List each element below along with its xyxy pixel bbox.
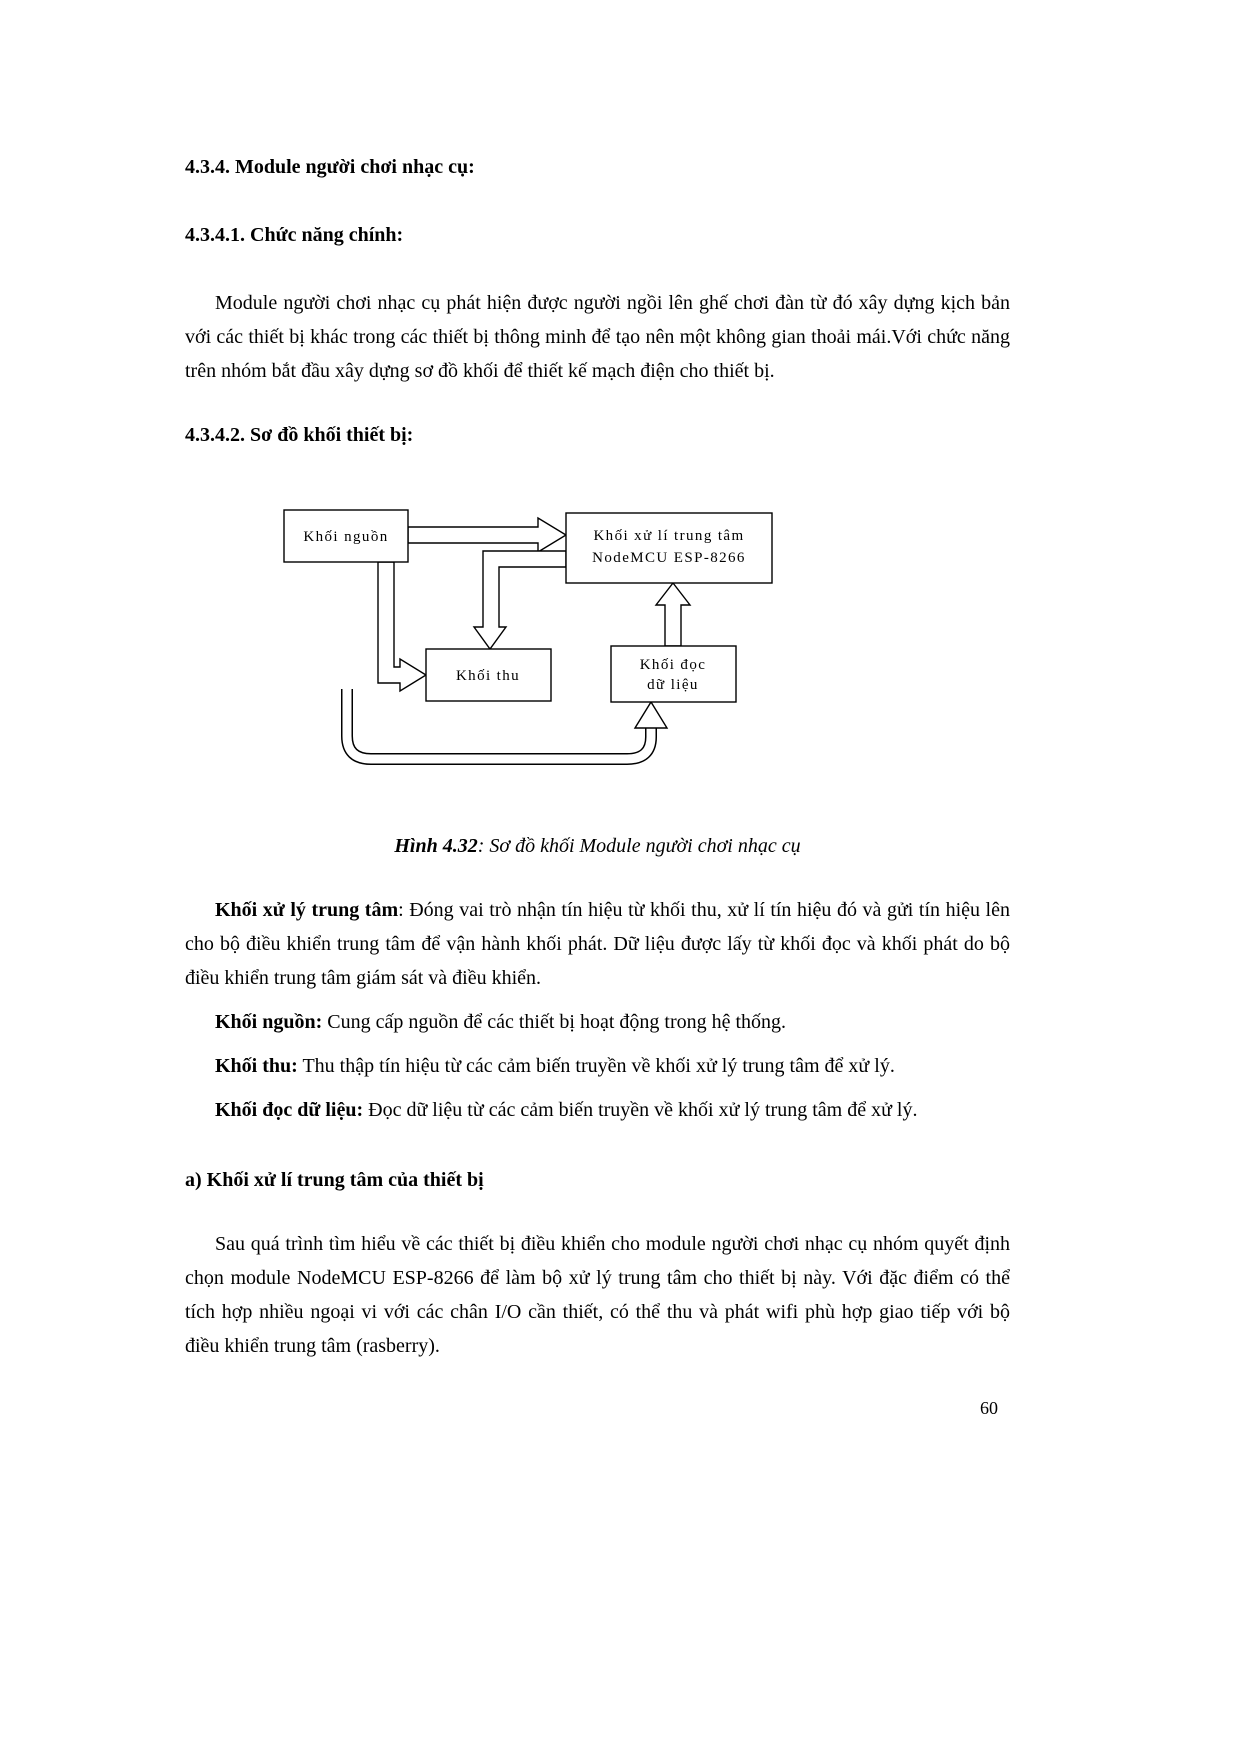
paragraph-reader-lead: Khối đọc dữ liệu: <box>215 1099 364 1121</box>
paragraph-power-lead: Khối nguồn: <box>215 1011 323 1033</box>
paragraph-receiver-lead: Khối thu: <box>215 1055 298 1077</box>
figure-caption <box>185 829 1010 863</box>
figure-caption-number: Hình 4.32 <box>394 835 478 857</box>
paragraph-cpu-rest: : Đóng vai trò nhận tín hiệu từ khối thu, xử lí tín hiệu đó và gửi tín hiệu lên cho bộ điều khiển trung tâm để vận hành khối phát. Dữ liệu được lấy từ khối đọc và khối phát do bộ điều khiển trung tâm giám sát và điều khiển. <box>185 899 1010 989</box>
box-cpu-label-line2: NodeMCU ESP-8266 <box>592 550 746 566</box>
paragraph-reader-rest: Đọc dữ liệu từ các cảm biến truyền về khối xử lý trung tâm để xử lý. <box>363 1099 918 1121</box>
arrow-reader-to-cpu <box>656 583 690 646</box>
paragraph-power-rest: Cung cấp nguồn để các thiết bị hoạt động trong hệ thống. <box>322 1011 787 1033</box>
arrow-power-to-cpu <box>408 518 566 552</box>
figure-caption-text: : Sơ đồ khối Module người chơi nhạc cụ <box>477 835 801 857</box>
box-cpu-label-line1: Khối xử lí trung tâm <box>593 528 745 544</box>
box-cpu <box>566 513 772 583</box>
section-heading-4342: 4.3.4.2. Sơ đồ khối thiết bị: <box>185 424 414 446</box>
arrow-power-to-receiver <box>378 562 426 691</box>
box-reader <box>611 646 736 702</box>
box-power-label: Khối nguồn <box>303 529 389 545</box>
block-diagram-svg <box>283 496 788 781</box>
paragraph-reader-block <box>185 1093 1010 1127</box>
arrow-cpu-to-receiver <box>474 551 566 649</box>
document-content <box>185 150 1010 1363</box>
paragraph-cpu-block <box>185 893 1010 995</box>
box-receiver-label: Khối thu <box>455 668 521 684</box>
page-number: 60 <box>980 1398 998 1418</box>
paragraph-function-description: Module người chơi nhạc cụ phát hiện được người ngồi lên ghế chơi đàn từ đó xây dựng kịch bản với các thiết bị khác trong các thiết bị thông minh để tạo nên một không gian thoải mái.Với chức năng trên nhóm bắt đầu xây dựng sơ đồ khối để thiết kế mạch điện cho thiết bị. <box>185 292 1010 382</box>
paragraph-power-block <box>185 1005 1010 1039</box>
block-diagram <box>283 496 788 781</box>
box-reader-label-line1: Khối đọc <box>639 657 707 673</box>
subsection-heading-a: a) Khối xử lí trung tâm của thiết bị <box>185 1169 484 1191</box>
section-heading-434: 4.3.4. Module người chơi nhạc cụ: <box>185 156 475 178</box>
section-heading-4341: 4.3.4.1. Chức năng chính: <box>185 224 404 246</box>
paragraph-nodemcu-choice: Sau quá trình tìm hiểu về các thiết bị điều khiển cho module người chơi nhạc cụ nhóm quyết định chọn module NodeMCU ESP-8266 để làm bộ xử lý trung tâm cho thiết bị này. Với đặc điểm có thể tích hợp nhiều ngoại vi với các chân I/O cần thiết, có thể thu và phát wifi phù hợp giao tiếp với bộ điều khiển trung tâm (rasberry). <box>185 1233 1010 1357</box>
paragraph-receiver-rest: Thu thập tín hiệu từ các cảm biến truyền về khối xử lý trung tâm để xử lý. <box>297 1055 895 1077</box>
paragraph-cpu-lead: Khối xử lý trung tâm <box>215 899 399 921</box>
paragraph-receiver-block <box>185 1049 1010 1083</box>
box-reader-label-line2: dữ liệu <box>647 677 699 693</box>
